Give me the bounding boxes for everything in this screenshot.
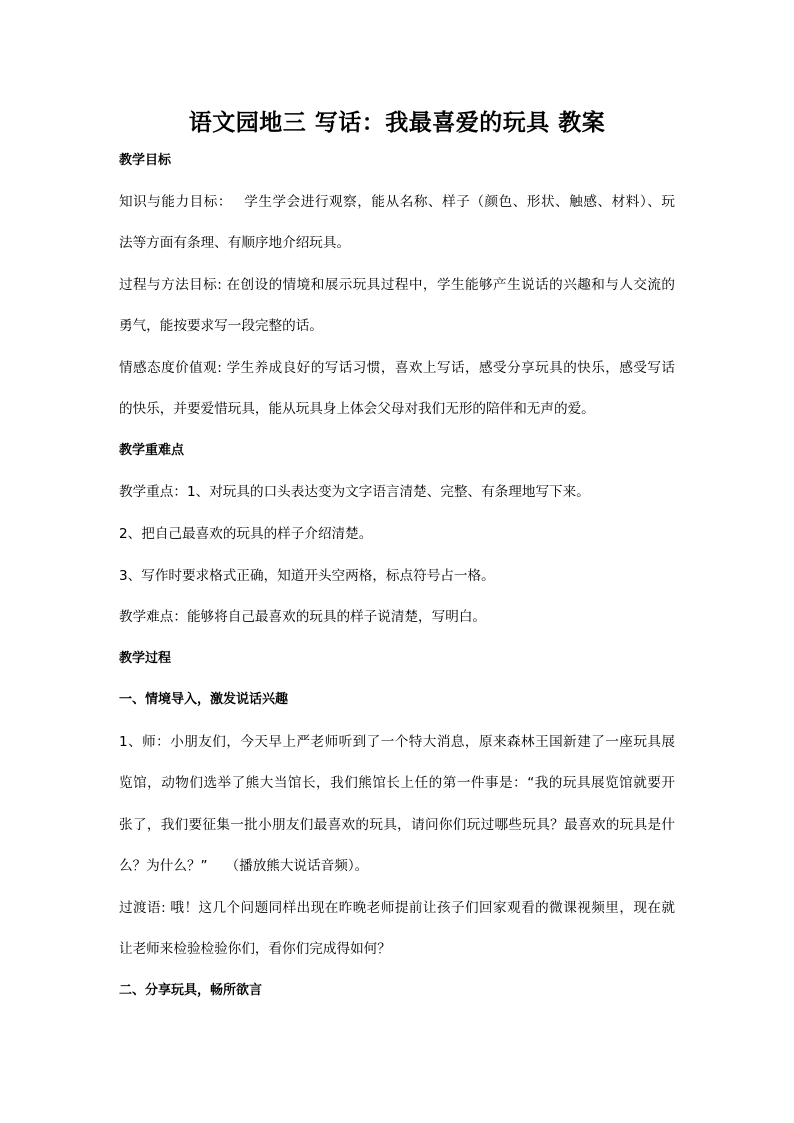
paragraph-line: 3、写作时要求格式正确，知道开头空两格，标点符号占一格。 [119, 568, 495, 584]
heading-key-points: 教学重难点 [119, 443, 185, 458]
paragraph-line: 张了，我们要征集一批小朋友们最喜欢的玩具，请问你们玩过哪些玩具？最喜欢的玩具是什 [119, 817, 675, 833]
paragraph-line: 知识与能力目标： 学生学会进行观察，能从名称、样子（颜色、形状、触感、材料）、玩 [119, 194, 675, 210]
paragraph-line: 法等方面有条理、有顺序地介绍玩具。 [119, 235, 351, 251]
heading-teaching-process: 教学过程 [119, 651, 172, 666]
paragraph-line: 么？为什么？” （播放熊大说话音频）。 [119, 858, 369, 874]
paragraph-line: 勇气，能按要求写一段完整的话。 [119, 318, 323, 334]
paragraph-line: 情感态度价值观: 学生养成良好的写话习惯，喜欢上写话，感受分享玩具的快乐，感受写话 [119, 360, 675, 376]
paragraph-line: 教学重点：1、对玩具的口头表达变为文字语言清楚、完整、有条理地写下来。 [119, 484, 590, 500]
paragraph-line: 过程与方法目标: 在创设的情境和展示玩具过程中，学生能够产生说话的兴趣和与人交流的 [119, 277, 675, 293]
heading-teaching-goals: 教学目标 [119, 153, 172, 168]
paragraph-line: 教学难点：能够将自己最喜欢的玩具的样子说清楚，写明白。 [119, 609, 487, 625]
paragraph-line: 的快乐，并要爱惜玩具，能从玩具身上体会父母对我们无形的陪伴和无声的爱。 [119, 401, 595, 417]
heading-section-two: 二、分享玩具，畅所欲言 [119, 983, 263, 998]
document-title: 语文园地三 写话：我最喜爱的玩具 教案 [188, 110, 606, 136]
paragraph-line: 2、把自己最喜欢的玩具的样子介绍清楚。 [119, 526, 373, 542]
paragraph-line: 1、师：小朋友们，今天早上严老师听到了一个特大消息，原来森林王国新建了一座玩具展 [119, 734, 675, 750]
paragraph-line: 过渡语: 哦！这几个问题同样出现在昨晚老师提前让孩子们回家观看的微课视频里，现在就 [119, 900, 675, 916]
paragraph-line: 览馆，动物们选举了熊大当馆长，我们熊馆长上任的第一件事是：“我的玩具展览馆就要开 [119, 775, 675, 791]
heading-section-one: 一、情境导入，激发说话兴趣 [119, 692, 289, 707]
paragraph-line: 让老师来检验检验你们，看你们完成得如何？ [119, 941, 391, 957]
